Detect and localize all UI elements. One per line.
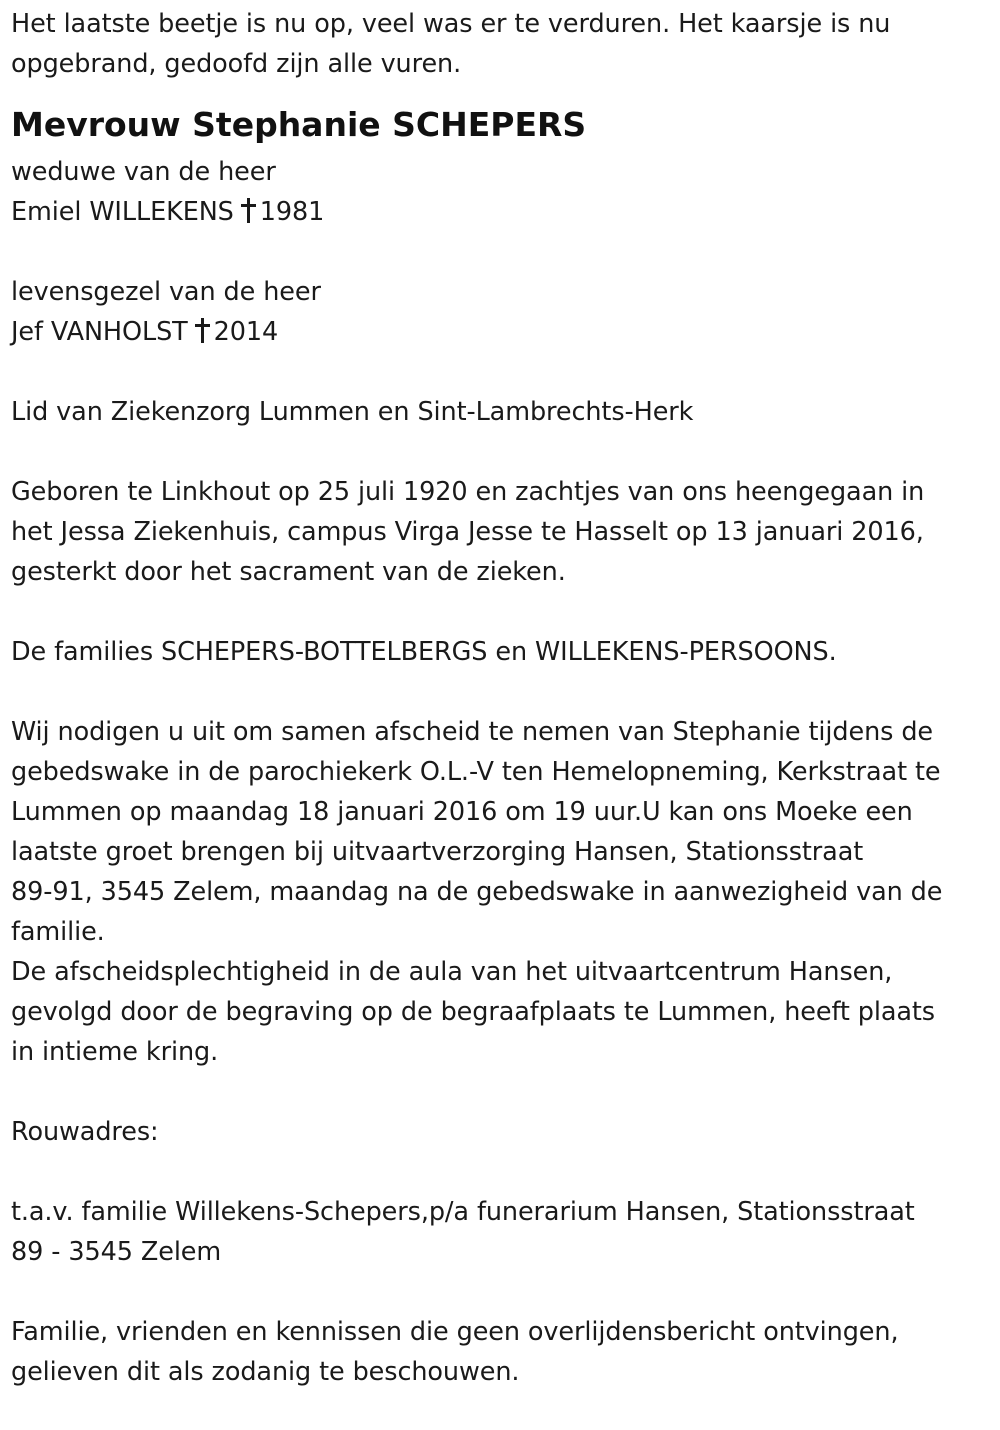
intro-line-2: opgebrand, gedoofd zijn alle vuren.: [11, 49, 462, 79]
spacer: [11, 1072, 996, 1112]
spouse-name: Emiel WILLEKENS: [11, 197, 234, 227]
invitation-line-2: gebedswake in de parochiekerk O.L.-V ten Hemelopneming, Kerkstraat te: [11, 757, 941, 787]
invitation-line-7: De afscheidsplechtigheid in de aula van het uitvaartcentrum Hansen,: [11, 957, 893, 987]
partner-relation: levensgezel van de heer: [11, 277, 321, 307]
obituary-document: [11, 4, 996, 1392]
spacer: [11, 352, 996, 392]
invitation-line-6: familie.: [11, 917, 105, 947]
address-line-2: 89 - 3545 Zelem: [11, 1237, 222, 1267]
invitation-line-3: Lummen op maandag 18 januari 2016 om 19 uur.U kan ons Moeke een: [11, 797, 913, 827]
spacer: [11, 1272, 996, 1312]
closing-line-2: gelieven dit als zodanig te beschouwen.: [11, 1357, 520, 1387]
invitation-line-9: in intieme kring.: [11, 1037, 219, 1067]
spouse-relation: weduwe van de heer: [11, 157, 276, 187]
cross-icon: [195, 318, 210, 343]
spacer: [11, 592, 996, 632]
address-label: Rouwadres:: [11, 1117, 159, 1147]
birth-death-line-3: gesterkt door het sacrament van de zieken.: [11, 557, 566, 587]
families-line: De families SCHEPERS-BOTTELBERGS en WILLEKENS-PERSOONS.: [11, 637, 837, 667]
invitation-line-1: Wij nodigen u uit om samen afscheid te nemen van Stephanie tijdens de: [11, 717, 933, 747]
spouse-line: [11, 192, 996, 232]
spacer: [11, 432, 996, 472]
invitation-line-5: 89-91, 3545 Zelem, maandag na de gebedswake in aanwezigheid van de: [11, 877, 943, 907]
membership-line: Lid van Ziekenzorg Lummen en Sint-Lambrechts-Herk: [11, 397, 694, 427]
deceased-name: Mevrouw Stephanie SCHEPERS: [11, 105, 587, 144]
invitation-line-4: laatste groet brengen bij uitvaartverzorging Hansen, Stationsstraat: [11, 837, 864, 867]
address-line-1: t.a.v. familie Willekens-Schepers,p/a funerarium Hansen, Stationsstraat: [11, 1197, 915, 1227]
spacer: [11, 1152, 996, 1192]
closing-line-1: Familie, vrienden en kennissen die geen overlijdensbericht ontvingen,: [11, 1317, 899, 1347]
invitation-line-8: gevolgd door de begraving op de begraafplaats te Lummen, heeft plaats: [11, 997, 935, 1027]
spacer: [11, 232, 996, 272]
spouse-death-year: 1981: [259, 197, 325, 227]
spacer: [11, 672, 996, 712]
partner-death-year: 2014: [213, 317, 279, 347]
intro-line-1: Het laatste beetje is nu op, veel was er te verduren. Het kaarsje is nu: [11, 9, 891, 39]
partner-line: [11, 312, 996, 352]
partner-name: Jef VANHOLST: [11, 317, 188, 347]
birth-death-line-2: het Jessa Ziekenhuis, campus Virga Jesse te Hasselt op 13 januari 2016,: [11, 517, 924, 547]
cross-icon: [241, 198, 256, 223]
birth-death-line-1: Geboren te Linkhout op 25 juli 1920 en zachtjes van ons heengegaan in: [11, 477, 925, 507]
